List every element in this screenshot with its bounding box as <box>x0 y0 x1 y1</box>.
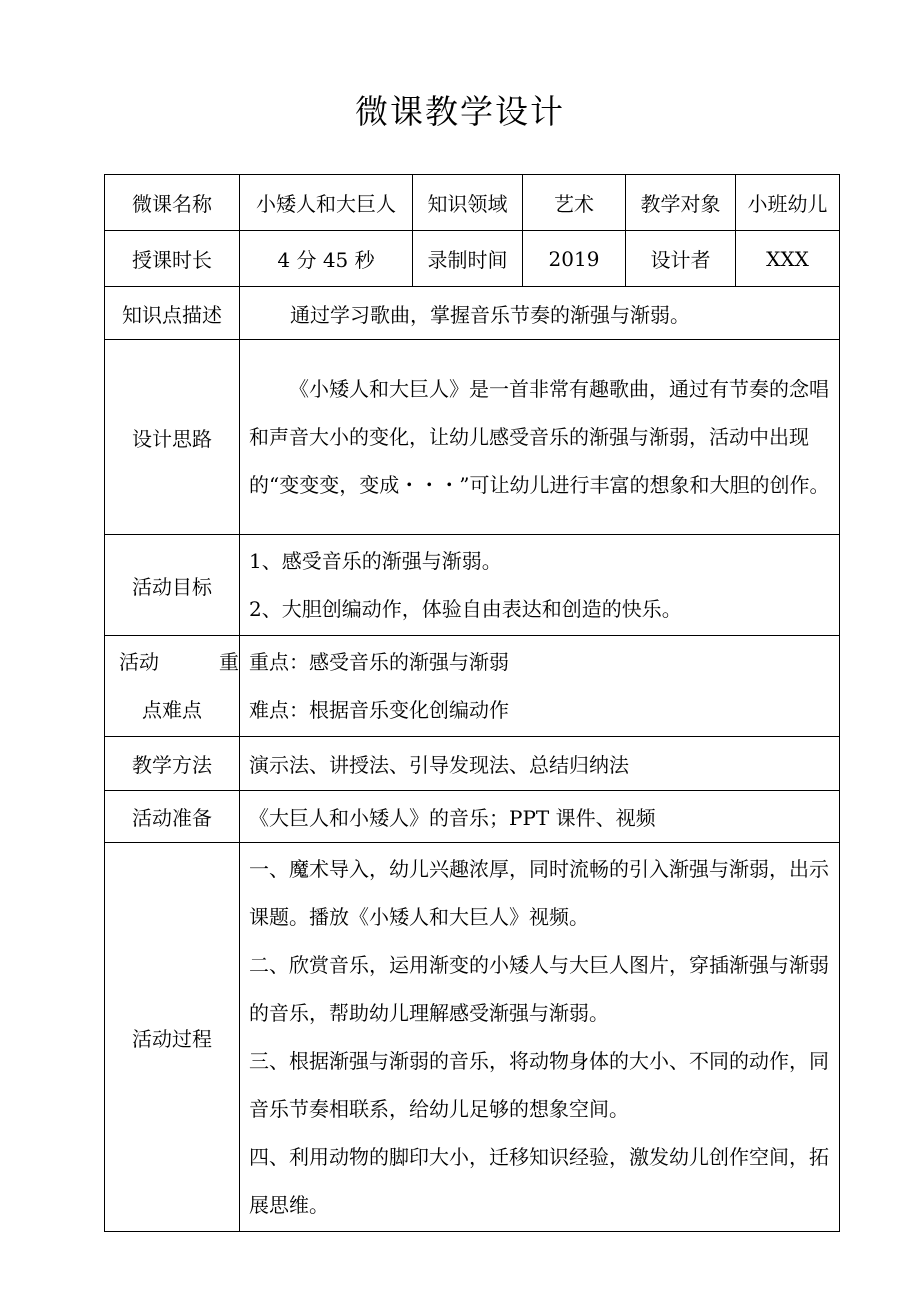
goal-item: 1、感受音乐的渐强与渐弱。 <box>249 549 502 573</box>
course-name-value: 小矮人和大巨人 <box>240 175 413 231</box>
knowledge-field-label: 知识领域 <box>413 175 523 231</box>
table-row <box>105 737 840 791</box>
key-points-label-part: 重 <box>219 650 239 674</box>
design-idea-cell <box>240 340 840 535</box>
knowledge-point-text: 通过学习歌曲，掌握音乐节奏的渐强与渐弱。 <box>240 287 840 340</box>
table-row <box>105 340 840 535</box>
table-row <box>105 843 840 1232</box>
activity-goal-cell <box>240 535 840 636</box>
activity-preparation-label: 活动准备 <box>105 791 240 843</box>
table-row <box>105 231 840 287</box>
activity-process-cell <box>240 843 840 1232</box>
teaching-target-value: 小班幼儿 <box>736 175 840 231</box>
table-row <box>105 535 840 636</box>
knowledge-field-value: 艺术 <box>523 175 626 231</box>
table-row <box>105 287 840 340</box>
design-idea-label: 设计思路 <box>105 340 240 535</box>
teaching-method-text: 演示法、讲授法、引导发现法、总结归纳法 <box>240 737 840 791</box>
knowledge-point-label: 知识点描述 <box>105 287 240 340</box>
activity-goal-label: 活动目标 <box>105 535 240 636</box>
key-point-item: 重点：感受音乐的渐强与渐弱 <box>249 650 509 674</box>
page-title: 微课教学设计 <box>355 92 565 131</box>
key-points-label-part: 点难点 <box>142 698 202 722</box>
lesson-design-table <box>104 174 840 1232</box>
designer-label: 设计者 <box>626 231 736 287</box>
key-points-cell <box>240 636 840 737</box>
teaching-method-label: 教学方法 <box>105 737 240 791</box>
process-step: 三、根据渐强与渐弱的音乐，将动物身体的大小、不同的动作，同音乐节奏相联系，给幼儿足够的想象空间。 <box>249 1049 829 1121</box>
key-point-item: 难点：根据音乐变化创编动作 <box>249 698 509 722</box>
activity-process-label: 活动过程 <box>105 843 240 1232</box>
goal-item: 2、大胆创编动作，体验自由表达和创造的快乐。 <box>249 597 682 621</box>
table-row <box>105 791 840 843</box>
designer-value: XXX <box>736 231 840 287</box>
duration-label: 授课时长 <box>105 231 240 287</box>
duration-value: 4 分 45 秒 <box>240 231 413 287</box>
table-row <box>105 175 840 231</box>
record-time-value: 2019 <box>523 231 626 287</box>
record-time-label: 录制时间 <box>413 231 523 287</box>
activity-preparation-text: 《大巨人和小矮人》的音乐；PPT 课件、视频 <box>240 791 840 843</box>
key-points-label-part: 活动 <box>119 650 159 674</box>
process-step: 二、欣赏音乐，运用渐变的小矮人与大巨人图片，穿插渐强与渐弱的音乐，帮助幼儿理解感受渐强与渐弱。 <box>249 953 829 1025</box>
table-row <box>105 636 840 737</box>
process-step: 一、魔术导入，幼儿兴趣浓厚，同时流畅的引入渐强与渐弱，出示课题。播放《小矮人和大巨人》视频。 <box>249 857 829 929</box>
design-idea-text: 《小矮人和大巨人》是一首非常有趣歌曲，通过有节奏的念唱和声音大小的变化，让幼儿感受音乐的渐强与渐弱，活动中出现的“变变变，变成・・・”可让幼儿进行丰富的想象和大胆的创作。 <box>249 377 830 497</box>
process-step: 四、利用动物的脚印大小，迁移知识经验，激发幼儿创作空间，拓展思维。 <box>249 1145 829 1217</box>
course-name-label: 微课名称 <box>105 175 240 231</box>
key-points-label <box>105 636 240 737</box>
teaching-target-label: 教学对象 <box>626 175 736 231</box>
